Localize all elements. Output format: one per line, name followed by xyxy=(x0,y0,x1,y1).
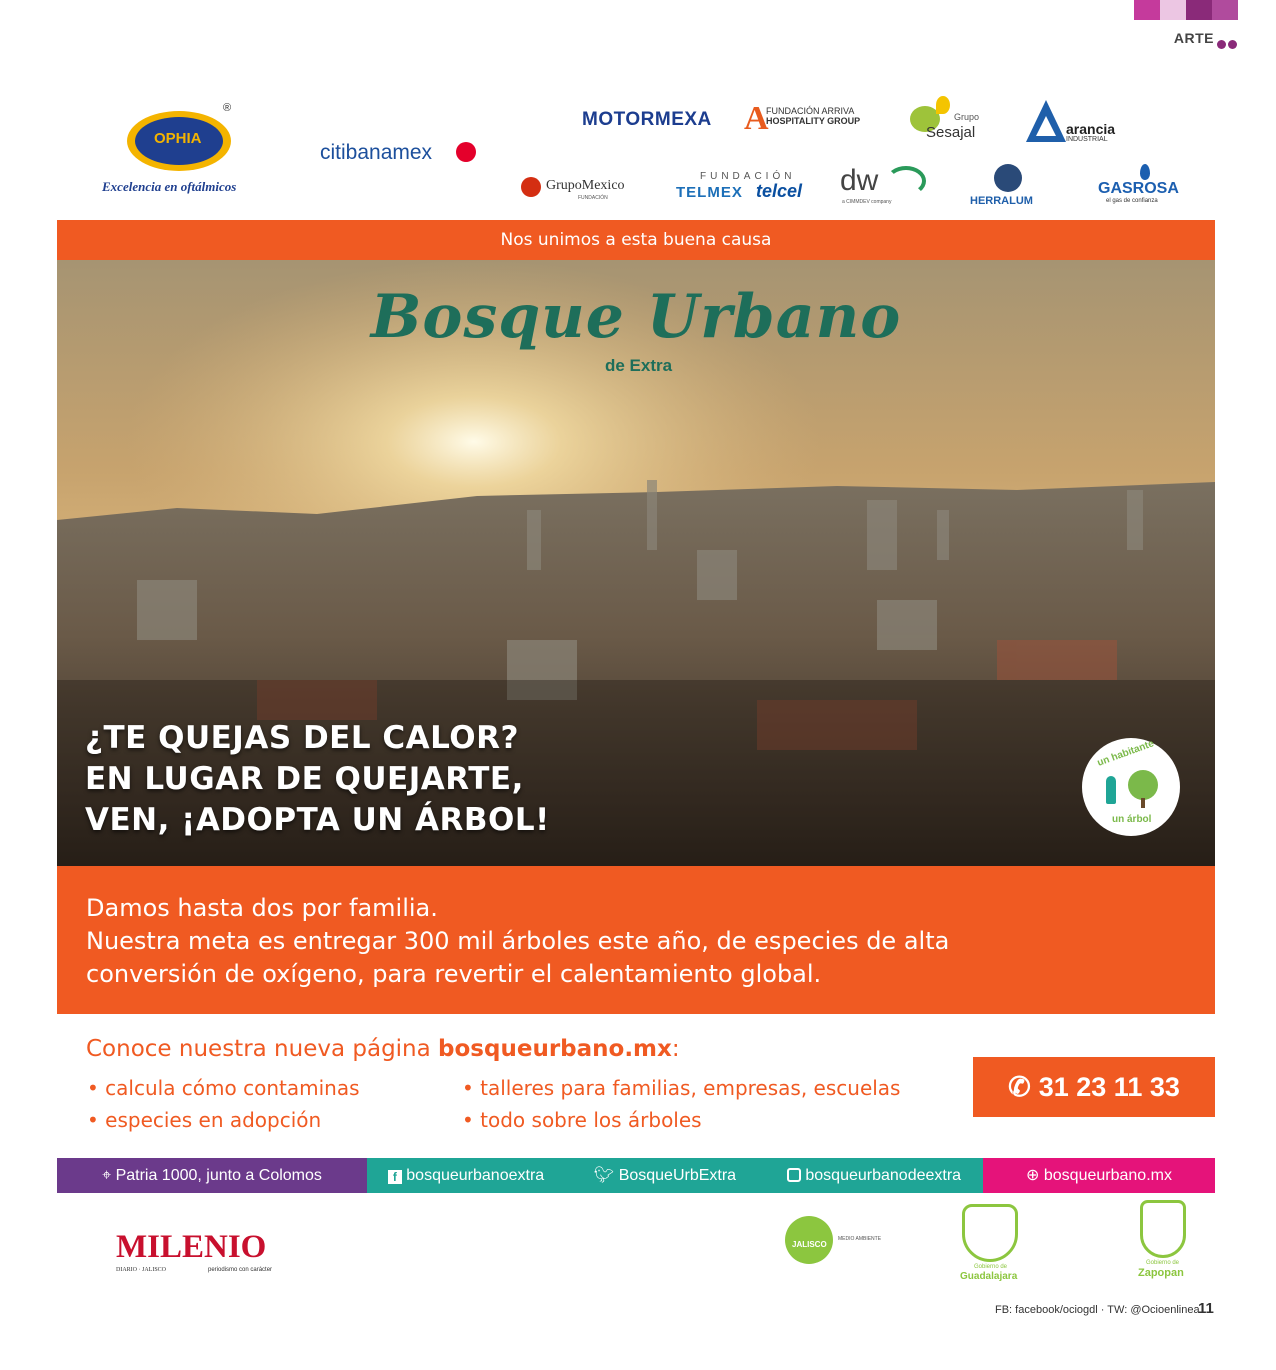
telmex-line2b: telcel xyxy=(756,181,803,201)
arriva-a-icon: A xyxy=(744,100,769,137)
arriva-line1: FUNDACIÓN ARRIVA xyxy=(766,106,855,116)
sophia-name: OPHIA xyxy=(154,130,202,147)
social-twitter[interactable] xyxy=(565,1158,765,1193)
badge-top-text: un habitante xyxy=(1095,738,1156,769)
gasrosa-name: GASROSA xyxy=(1098,180,1179,197)
address-text: Patria 1000, junto a Colomos xyxy=(115,1167,322,1184)
citibanamex-flower-icon xyxy=(456,142,476,162)
info-line-1: Damos hasta dos por familia. xyxy=(86,894,438,922)
conoce-prefix: Conoce nuestra nueva página xyxy=(86,1036,439,1062)
social-instagram[interactable] xyxy=(765,1158,983,1193)
hero-subtitle: de Extra xyxy=(605,356,673,375)
herralum-icon xyxy=(994,164,1022,192)
zapopan-seal-icon xyxy=(1140,1200,1186,1258)
social-address xyxy=(57,1158,367,1193)
badge-bottom-text: un árbol xyxy=(1112,814,1152,825)
cause-bar: Nos unimos a esta buena causa xyxy=(57,220,1215,260)
instagram-icon xyxy=(787,1168,801,1182)
guadalajara-name: Guadalajara xyxy=(960,1271,1018,1282)
hero-headline-line-2: EN LUGAR DE QUEJARTE, xyxy=(85,761,524,797)
color-tab-1 xyxy=(1134,0,1160,20)
facebook-icon: f xyxy=(388,1170,402,1184)
person-icon xyxy=(1106,776,1116,804)
section-dots-icon xyxy=(1215,34,1237,53)
arriva-line2: HOSPITALITY GROUP xyxy=(766,116,861,126)
hero-title: Bosque Urbano xyxy=(370,282,902,352)
conoce-suffix: : xyxy=(671,1036,680,1062)
bullet-calcula: • calcula cómo contaminas xyxy=(87,1076,360,1100)
twitter-icon: 🐦︎ xyxy=(593,1167,615,1184)
tree-icon xyxy=(1128,770,1158,800)
un-habitante-badge xyxy=(1082,738,1180,836)
color-tab-3 xyxy=(1186,0,1212,20)
facebook-handle: bosqueurbanoextra xyxy=(406,1167,545,1184)
grupomexico-icon xyxy=(521,177,541,197)
conoce-site-link[interactable]: bosqueurbano.mx xyxy=(438,1036,672,1062)
footer-social-note: FB: facebook/ociogdl · TW: @Ocioenlinea xyxy=(995,1304,1200,1316)
sesajal-small: Grupo xyxy=(954,112,980,122)
info-line-2: Nuestra meta es entregar 300 mil árboles este año, de especies de alta xyxy=(86,927,950,955)
jalisco-sub: MEDIO AMBIENTE xyxy=(838,1236,882,1242)
milenio-sub: DIARIO · JALISCO xyxy=(116,1267,166,1273)
sophia-logo xyxy=(126,110,232,172)
social-web[interactable] xyxy=(983,1158,1215,1193)
location-pin-icon: ⌖ xyxy=(102,1167,112,1184)
guadalajara-small: Gobierno de xyxy=(974,1264,1008,1270)
tree-trunk-icon xyxy=(1141,798,1145,808)
dw-swoosh-icon xyxy=(886,166,926,196)
zapopan-small: Gobierno de xyxy=(1146,1260,1180,1266)
herralum-name: HERRALUM xyxy=(970,195,1033,207)
color-tab-2 xyxy=(1160,0,1186,20)
page-number: 11 xyxy=(1198,1300,1214,1317)
arancia-sub: INDUSTRIAL xyxy=(1066,136,1108,143)
bullet-especies: • especies en adopción xyxy=(87,1108,322,1132)
info-box xyxy=(57,866,1215,1014)
social-facebook[interactable] xyxy=(367,1158,565,1193)
hero-photo xyxy=(57,260,1215,866)
phone-icon: ✆ xyxy=(1008,1072,1031,1102)
jalisco-name: JALISCO xyxy=(792,1240,827,1249)
sophia-registered: ® xyxy=(223,102,232,114)
milenio-logo: MILENIO xyxy=(116,1229,267,1265)
info-line-3: conversión de oxígeno, para revertir el calentamiento global. xyxy=(86,960,822,988)
guadalajara-seal-icon xyxy=(962,1204,1018,1262)
grupomexico-name: GrupoMexico xyxy=(546,178,625,193)
grupomexico-sub: FUNDACIÓN xyxy=(578,195,608,201)
section-label: ARTE xyxy=(1173,30,1214,46)
twitter-handle: BosqueUrbExtra xyxy=(618,1167,737,1184)
telmex-line1: FUNDACIÓN xyxy=(700,171,796,182)
citibanamex-logo: citibanamex xyxy=(320,141,433,164)
globe-icon: ⊕ xyxy=(1026,1167,1040,1184)
color-tab-4 xyxy=(1212,0,1238,20)
hero-headline-line-1: ¿TE QUEJAS DEL CALOR? xyxy=(85,720,519,756)
sesajal-drop-inner-icon xyxy=(936,96,950,114)
sophia-tagline: Excelencia en oftálmicos xyxy=(102,179,237,194)
bullet-talleres: • talleres para familias, empresas, escuelas xyxy=(462,1076,901,1100)
gasrosa-sub: el gas de confianza xyxy=(1106,198,1158,204)
motormexa-logo: MOTORMEXA xyxy=(582,109,712,130)
sesajal-name: Sesajal xyxy=(926,124,976,141)
dw-sub: a CIMMDEV company xyxy=(842,199,892,205)
web-url: bosqueurbano.mx xyxy=(1043,1167,1172,1184)
arancia-triangle-icon xyxy=(1026,100,1066,146)
hero-headline xyxy=(85,718,550,841)
instagram-handle: bosqueurbanodeextra xyxy=(805,1167,962,1184)
conoce-line xyxy=(86,1036,680,1062)
gasrosa-flame-icon xyxy=(1140,164,1150,180)
milenio-sub2: periodismo con carácter xyxy=(208,1267,273,1273)
phone-number: 31 23 11 33 xyxy=(1038,1072,1180,1102)
bullet-todo-sobre: • todo sobre los árboles xyxy=(462,1108,702,1132)
arancia-name: arancia xyxy=(1066,121,1116,137)
phone-box[interactable] xyxy=(973,1057,1215,1117)
zapopan-name: Zapopan xyxy=(1138,1267,1184,1279)
hero-headline-line-3: VEN, ¡ADOPTA UN ÁRBOL! xyxy=(85,802,550,838)
dw-name: dw xyxy=(840,164,879,197)
telmex-line2a: TELMEX xyxy=(676,184,743,201)
